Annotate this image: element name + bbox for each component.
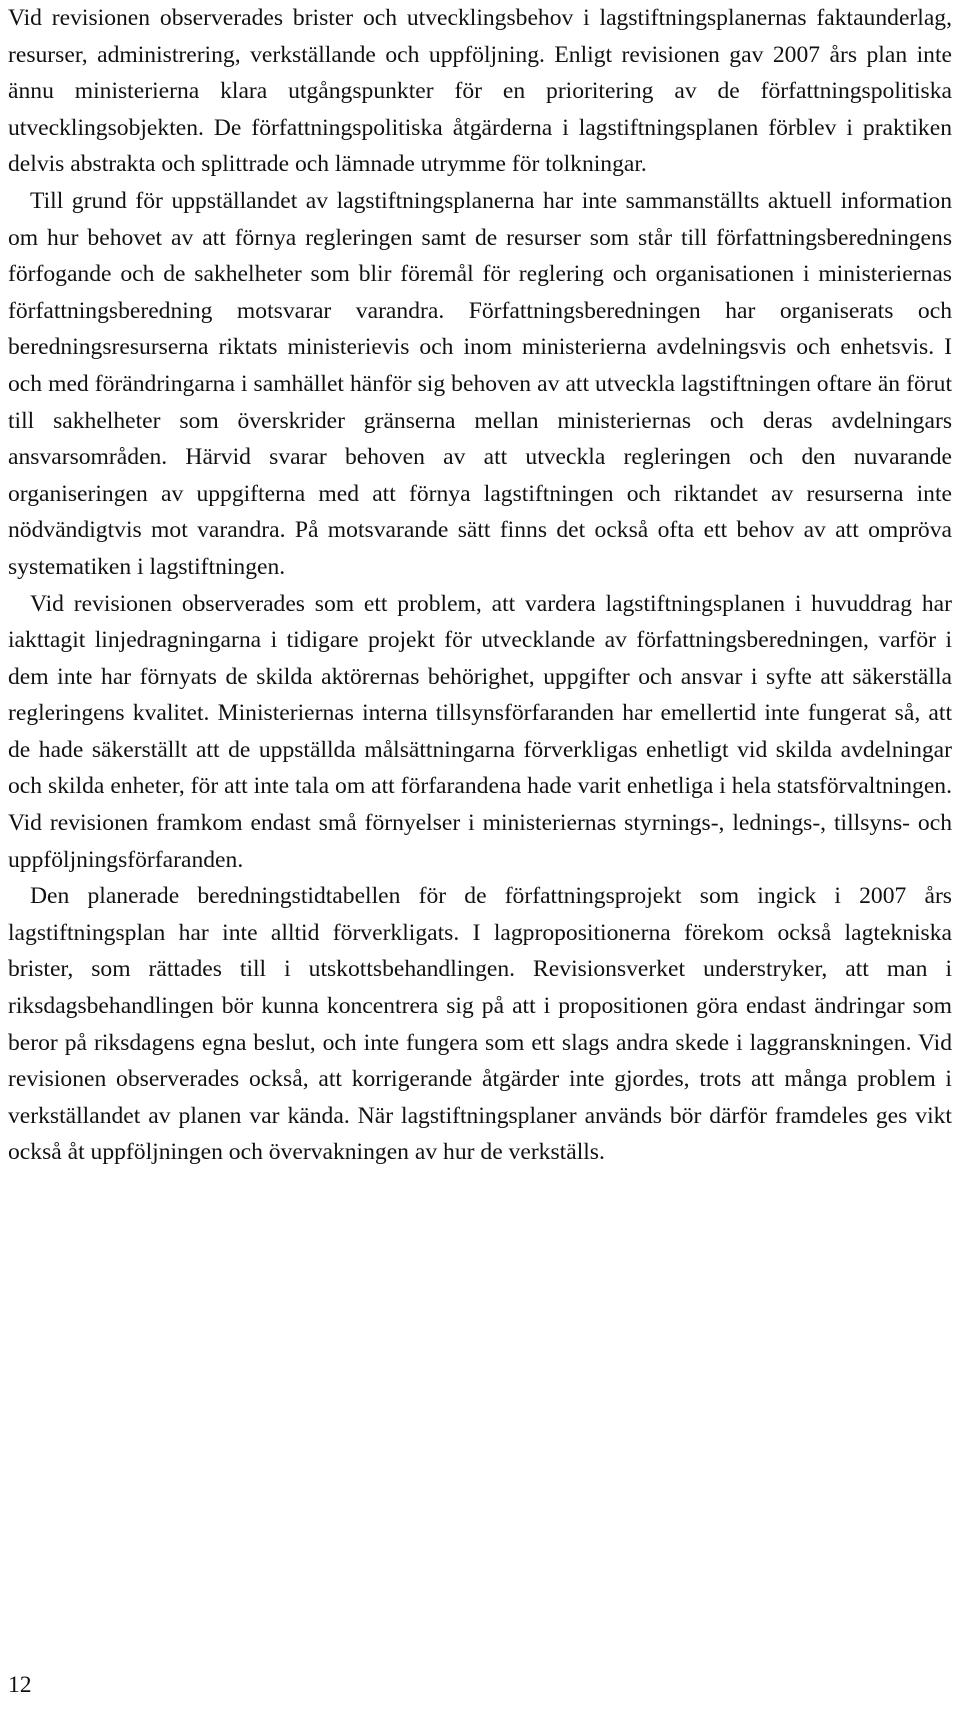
paragraph: Vid revisionen observerades som ett problem, att vardera lagstiftningsplanen i huvuddrag har iakttagit linjedragningarna i tidigare projekt för utvecklande av författningsberedningen, varför i dem inte har förnyats de skilda aktörernas behörighet, uppgifter och ansvar i syfte att säkerställa regleringens kvalitet. Ministeriernas interna tillsynsförfaranden har emellertid inte fungerat så, att de hade säkerställt att de uppställda målsättningarna förverkligas enhetligt vid skilda avdelningar och skilda enheter, för att inte tala om att förfarandena hade varit enhetliga i hela statsförvaltningen. Vid revisionen framkom endast små förnyelser i ministeriernas styrnings-, lednings-, tillsyns- och uppföljningsförfaranden. — [8, 590, 952, 873]
paragraph: Till grund för uppställandet av lagstiftningsplanerna har inte sammanställts aktuell information om hur behovet av att förnya regleringen samt de resurser som står till författningsberedningens förfogande och de sakhelheter som blir föremål för reglering och organisationen i ministeriernas författningsberedning motsvarar varandra. Författningsberedningen har organiserats och beredningsresurserna riktats ministerievis och inom ministerierna avdelningsvis och enhetsvis. I och med förändringarna i samhället hänför sig behoven av att utveckla lagstiftningen oftare än förut till sakhelheter som överskrider gränserna mellan ministeriernas och deras avdelningars ansvarsområden. Härvid svarar behoven av att utveckla regleringen och den nuvarande organiseringen av uppgifterna med att förnya lagstiftningen och riktandet av resurserna inte nödvändigtvis mot varandra. På motsvarande sätt finns det också ofta ett behov av att ompröva systematiken i lagstiftningen. — [8, 187, 952, 580]
paragraph: Vid revisionen observerades brister och utvecklingsbehov i lagstiftningsplanernas faktaunderlag, resurser, administrering, verkställande och uppföljning. Enligt revisionen gav 2007 års plan inte ännu ministerierna klara utgångspunkter för en prioritering av de författningspolitiska utvecklingsobjekten. De författningspolitiska åtgärderna i lagstiftningsplanen förblev i praktiken delvis abstrakta och splittrade och lämnade utrymme för tolkningar. — [8, 5, 952, 178]
document-body — [8, 0, 952, 1171]
page-number: 12 — [8, 1672, 32, 1698]
paragraph: Den planerade beredningstidtabellen för de författningsprojekt som ingick i 2007 års lagstiftningsplan har inte alltid förverkligats. I lagpropositionerna förekom också lagtekniska brister, som rättades till i utskottsbehandlingen. Revisionsverket understryker, att man i riksdagsbehandlingen bör kunna koncentrera sig på att i propositionen göra endast ändringar som beror på riksdagens egna beslut, och inte fungera som ett slags andra skede i laggranskningen. Vid revisionen observerades också, att korrigerande åtgärder inte gjordes, trots att många problem i verkställandet av planen var kända. När lagstiftningsplaner används bör därför framdeles ges vikt också åt uppföljningen och övervakningen av hur de verkställs. — [8, 883, 952, 1166]
